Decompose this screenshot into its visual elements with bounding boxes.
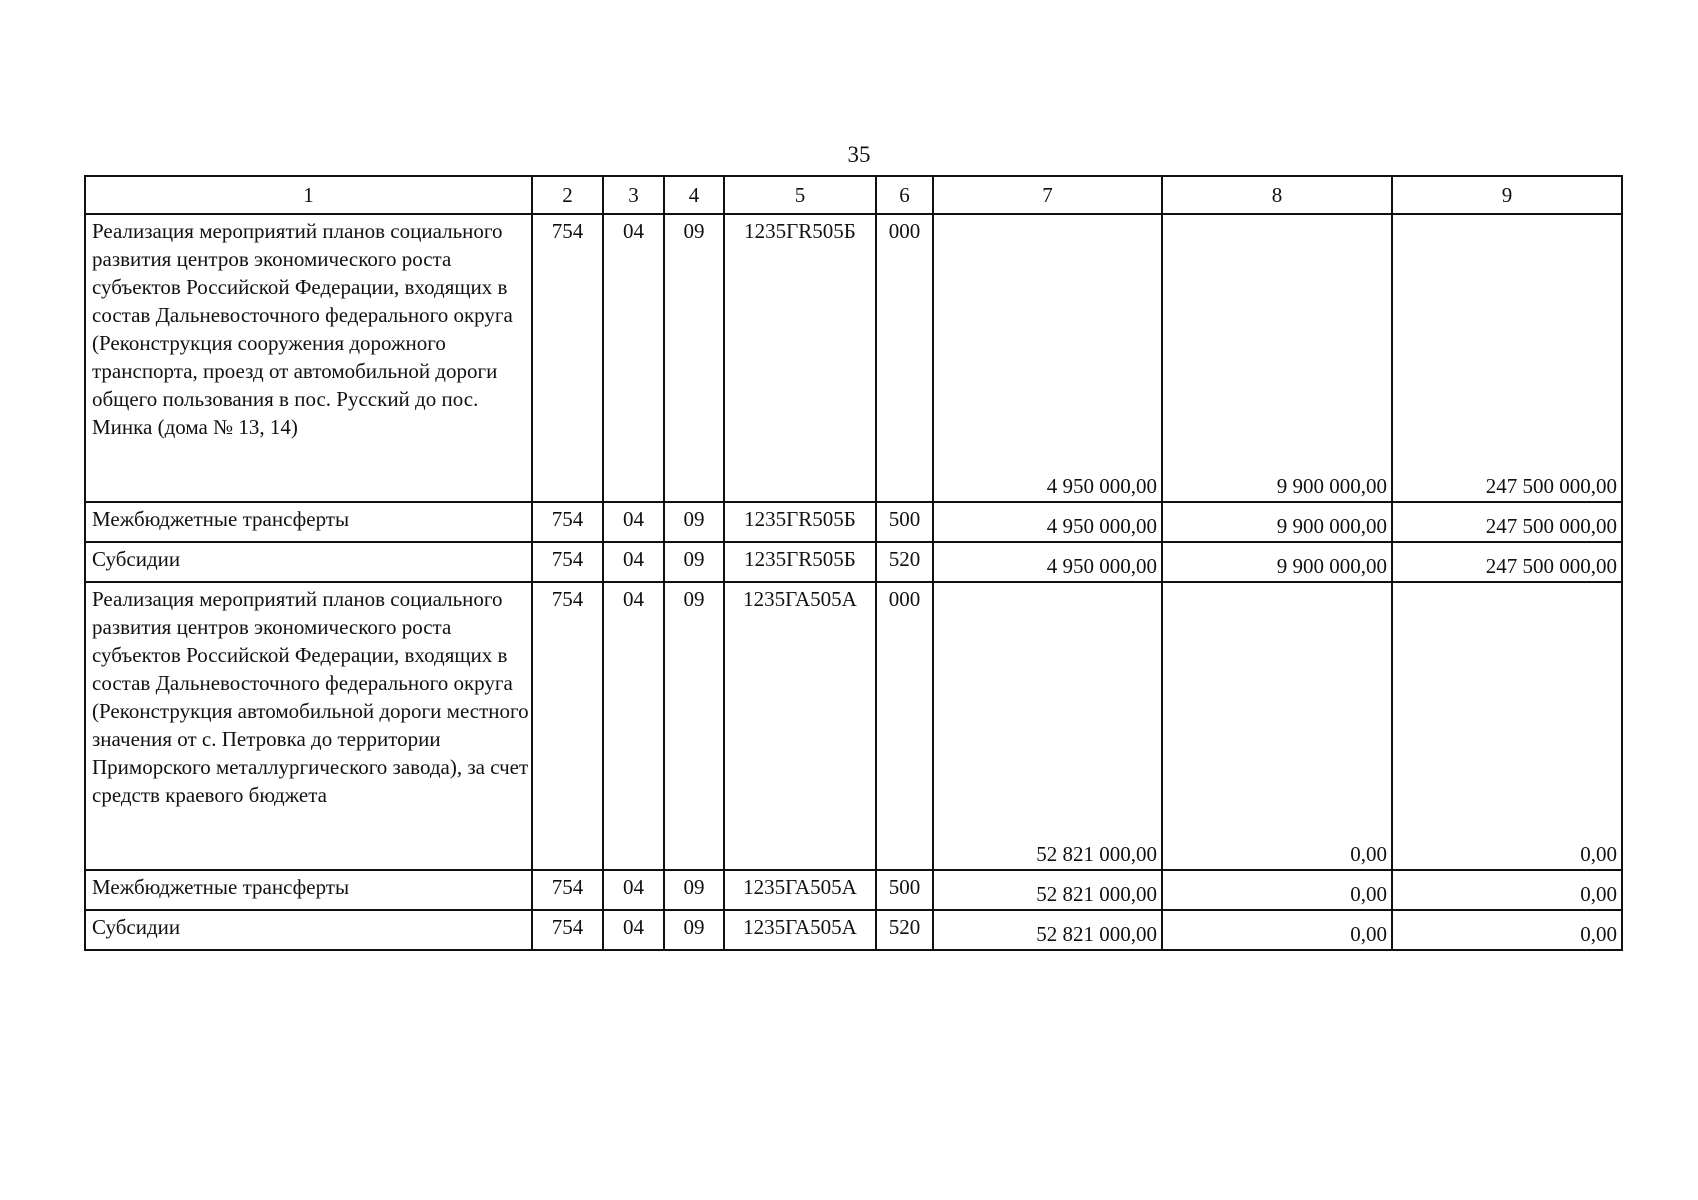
table-row [85, 582, 1622, 870]
code-cell: 1235ГА505А [724, 582, 876, 870]
amount-cell: 0,00 [1392, 870, 1622, 910]
amount-cell: 52 821 000,00 [933, 910, 1162, 950]
header-cell-1: 1 [85, 176, 532, 214]
code-cell: 09 [664, 910, 724, 950]
code-cell: 754 [532, 542, 603, 582]
header-cell-8: 8 [1162, 176, 1392, 214]
header-cell-6: 6 [876, 176, 933, 214]
code-cell: 754 [532, 502, 603, 542]
code-cell: 04 [603, 582, 664, 870]
page-number: 35 [847, 142, 871, 167]
header-row [85, 176, 1622, 214]
table-row [85, 502, 1622, 542]
header-cell-5: 5 [724, 176, 876, 214]
amount-cell: 0,00 [1392, 582, 1622, 870]
header-cell-2: 2 [532, 176, 603, 214]
code-cell: 1235ГА505А [724, 910, 876, 950]
code-cell: 754 [532, 582, 603, 870]
code-cell: 1235ГА505А [724, 870, 876, 910]
code-cell: 500 [876, 870, 933, 910]
code-cell: 754 [532, 910, 603, 950]
code-cell: 04 [603, 214, 664, 502]
row-description: Субсидии [85, 542, 532, 582]
amount-cell: 52 821 000,00 [933, 870, 1162, 910]
code-cell: 000 [876, 582, 933, 870]
code-cell: 04 [603, 870, 664, 910]
code-cell: 500 [876, 502, 933, 542]
amount-cell: 4 950 000,00 [933, 542, 1162, 582]
code-cell: 1235ГR505Б [724, 214, 876, 502]
code-cell: 754 [532, 870, 603, 910]
code-cell: 520 [876, 910, 933, 950]
header-cell-3: 3 [603, 176, 664, 214]
code-cell: 754 [532, 214, 603, 502]
amount-cell: 247 500 000,00 [1392, 542, 1622, 582]
amount-cell: 0,00 [1392, 910, 1622, 950]
code-cell: 04 [603, 542, 664, 582]
row-description: Реализация мероприятий планов социального развития центров экономического роста субъектов Российской Федерации, входящих в состав Дальневосточного федерального округа (Реконструкция автомобильной дороги местного значения от с. Петровка до территории Приморского металлургического завода), за счет средств краевого бюджета [85, 582, 532, 870]
code-cell: 1235ГR505Б [724, 542, 876, 582]
code-cell: 1235ГR505Б [724, 502, 876, 542]
row-description: Субсидии [85, 910, 532, 950]
table-row [85, 542, 1622, 582]
amount-cell: 0,00 [1162, 870, 1392, 910]
code-cell: 04 [603, 502, 664, 542]
code-cell: 09 [664, 870, 724, 910]
row-description: Межбюджетные трансферты [85, 870, 532, 910]
budget-table [84, 175, 1623, 951]
amount-cell: 9 900 000,00 [1162, 502, 1392, 542]
amount-cell: 247 500 000,00 [1392, 214, 1622, 502]
header-cell-9: 9 [1392, 176, 1622, 214]
amount-cell: 4 950 000,00 [933, 214, 1162, 502]
code-cell: 520 [876, 542, 933, 582]
amount-cell: 247 500 000,00 [1392, 502, 1622, 542]
amount-cell: 4 950 000,00 [933, 502, 1162, 542]
code-cell: 000 [876, 214, 933, 502]
code-cell: 04 [603, 910, 664, 950]
amount-cell: 9 900 000,00 [1162, 214, 1392, 502]
row-description: Межбюджетные трансферты [85, 502, 532, 542]
code-cell: 09 [664, 502, 724, 542]
header-cell-7: 7 [933, 176, 1162, 214]
row-description: Реализация мероприятий планов социального развития центров экономического роста субъектов Российской Федерации, входящих в состав Дальневосточного федерального округа (Реконструкция сооружения дорожного транспорта, проезд от автомобильной дороги общего пользования в пос. Русский до пос. Минка (дома № 13, 14) [85, 214, 532, 502]
table-row [85, 870, 1622, 910]
code-cell: 09 [664, 582, 724, 870]
header-cell-4: 4 [664, 176, 724, 214]
amount-cell: 0,00 [1162, 582, 1392, 870]
code-cell: 09 [664, 214, 724, 502]
code-cell: 09 [664, 542, 724, 582]
table-row [85, 214, 1622, 502]
amount-cell: 9 900 000,00 [1162, 542, 1392, 582]
amount-cell: 52 821 000,00 [933, 582, 1162, 870]
table-row [85, 910, 1622, 950]
amount-cell: 0,00 [1162, 910, 1392, 950]
